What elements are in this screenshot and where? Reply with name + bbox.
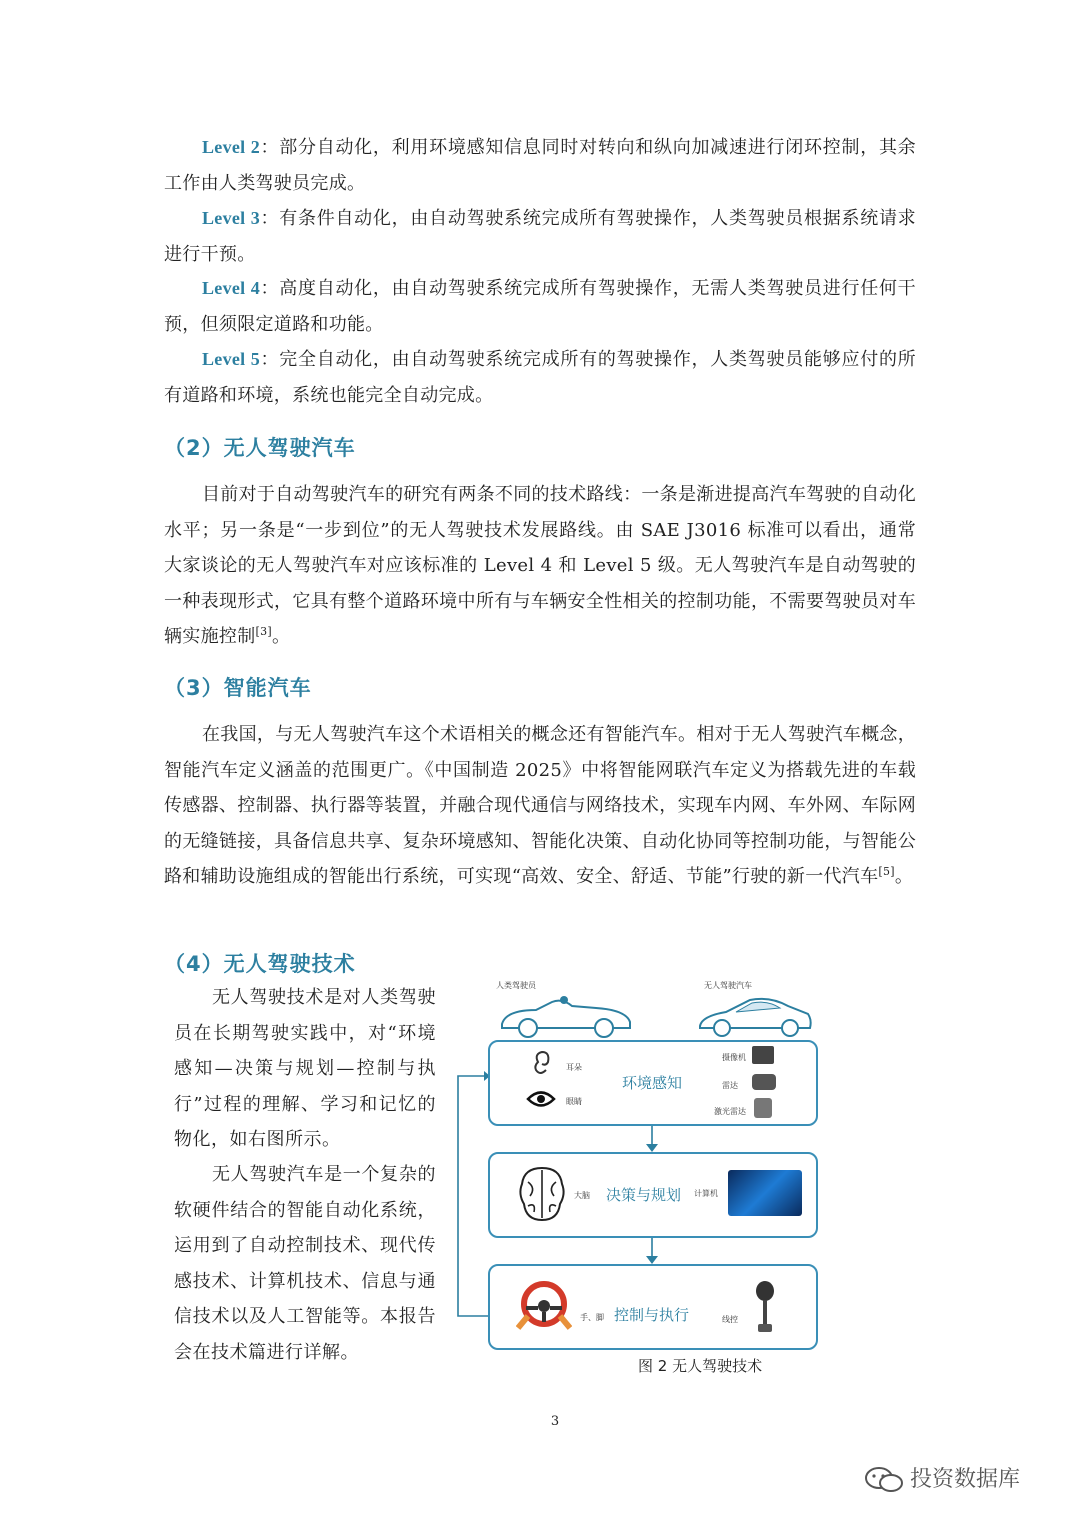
steering-wheel-icon (516, 1278, 572, 1334)
colon: ： (260, 137, 280, 158)
chip-icon (728, 1170, 802, 1216)
level-label: Level 3 (202, 208, 261, 228)
lidar-icon (754, 1098, 772, 1118)
section-3-body (164, 717, 916, 895)
decision-title: 决策与规划 (606, 1186, 682, 1204)
section-4-paragraph-1: 无人驾驶技术是对人类驾驶员在长期驾驶实践中，对“环境感知—决策与规划—控制与执行”过程的理解、学习和记忆的物化，如右图所示。 (174, 987, 436, 1150)
period: 。 (271, 626, 291, 647)
eye-label: 眼睛 (566, 1097, 582, 1106)
period: 。 (894, 866, 914, 887)
colon: ： (260, 208, 280, 229)
level-5-paragraph (164, 342, 916, 413)
level-text: 有条件自动化，由自动驾驶系统完成所有驾驶操作，人类驾驶员根据系统请求进行干预。 (164, 208, 916, 265)
page-number: 3 (550, 1414, 560, 1429)
camera-icon (752, 1046, 774, 1064)
gear-shift-icon (754, 1280, 776, 1334)
brain-label: 大脑 (574, 1191, 590, 1200)
watermark-text: 投资数据库 (910, 1467, 1021, 1492)
autonomous-car-label: 无人驾驶汽车 (704, 981, 752, 990)
section-heading-4: （4）无人驾驶技术 (164, 952, 356, 976)
colon: ： (260, 278, 280, 299)
ear-label: 耳朵 (566, 1063, 582, 1072)
camera-label: 摄像机 (722, 1053, 746, 1062)
perception-stage-box (488, 1040, 818, 1126)
body-text: 在我国，与无人驾驶汽车这个术语相关的概念还有智能汽车。相对于无人驾驶汽车概念，智能汽车定义涵盖的范围更广。《中国制造 2025》中将智能网联汽车定义为搭载先进的车载传感器、控制器、执行器等装置，并融合现代通信与网络技术，实现车内网、车外网、车际网的无缝链接，具备信息共享、复杂环境感知、智能化决策、自动化协同等控制功能，与智能公路和辅助设施组成的智能出行系统，可实现“高效、安全、舒适、节能”行驶的新一代汽车 (164, 724, 916, 887)
section-4-paragraph-2: 无人驾驶汽车是一个复杂的软硬件结合的智能自动化系统，运用到了自动控制技术、现代传感技术、计算机技术、信息与通信技术以及人工智能等。本报告会在技术篇进行详解。 (174, 1164, 436, 1363)
body-text: 目前对于自动驾驶汽车的研究有两条不同的技术路线：一条是渐进提高汽车驾驶的自动化水平；另一条是“一步到位”的无人驾驶技术发展路线。由 SAE J3016 标准可以看出，通常大家谈论的无人驾驶汽车对应该标准的 Level 4 和 Level 5 级。无人驾驶汽车是自动驾驶的一种表现形式，它具有整个道路环境中所有与车辆安全性相关的控制功能，不需要驾驶员对车辆实施控制 (164, 484, 916, 647)
figure-caption: 图 2 无人驾驶技术 (638, 1357, 763, 1375)
radar-label: 雷达 (722, 1081, 738, 1090)
citation: [3] (255, 625, 272, 638)
ear-icon (530, 1050, 552, 1076)
level-3-paragraph (164, 201, 916, 272)
computer-label: 计算机 (694, 1189, 718, 1198)
level-4-paragraph (164, 271, 916, 342)
perception-title: 环境感知 (622, 1074, 683, 1092)
level-label: Level 5 (202, 349, 261, 369)
section-heading-2: （2）无人驾驶汽车 (164, 436, 356, 460)
level-text: 高度自动化，由自动驾驶系统完成所有驾驶操作，无需人类驾驶员进行任何干预，但须限定道路和功能。 (164, 278, 916, 335)
level-label: Level 2 (202, 137, 261, 157)
wechat-icon (864, 1466, 904, 1494)
level-label: Level 4 (202, 278, 261, 298)
hands-feet-label: 手、脚 (580, 1313, 604, 1322)
drive-by-wire-label: 线控 (722, 1315, 738, 1324)
decision-stage-box (488, 1152, 818, 1238)
brain-icon (516, 1164, 568, 1224)
citation: [5] (878, 865, 895, 878)
level-text: 部分自动化，利用环境感知信息同时对转向和纵向加减速进行闭环控制，其余工作由人类驾驶员完成。 (164, 137, 916, 194)
autonomous-driving-figure (456, 974, 826, 1384)
eye-icon (526, 1090, 556, 1108)
level-2-paragraph (164, 130, 916, 201)
section-2-body (164, 477, 916, 655)
radar-icon (752, 1074, 776, 1090)
control-title: 控制与执行 (614, 1306, 690, 1324)
lidar-label: 激光雷达 (714, 1107, 746, 1116)
human-driver-label: 人类驾驶员 (496, 981, 536, 990)
control-stage-box (488, 1264, 818, 1350)
level-text: 完全自动化，由自动驾驶系统完成所有的驾驶操作，人类驾驶员能够应付的所有道路和环境，系统也能完全自动完成。 (164, 349, 916, 406)
colon: ： (260, 349, 280, 370)
section-heading-3: （3）智能汽车 (164, 676, 312, 700)
